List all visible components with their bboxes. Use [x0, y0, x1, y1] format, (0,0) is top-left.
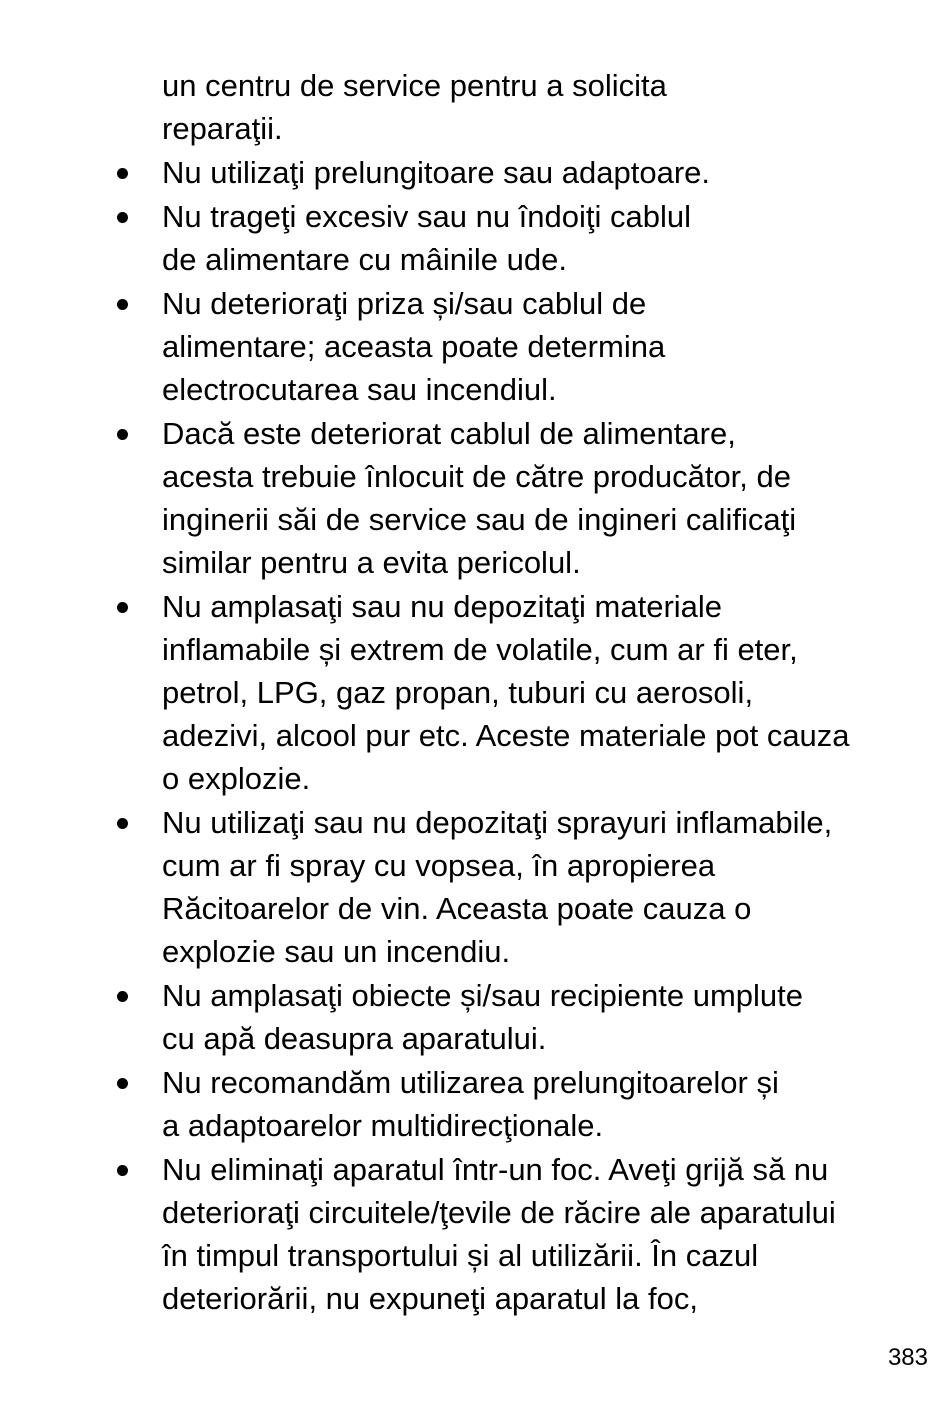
list-item [162, 801, 922, 973]
text-line: Nu utilizaţi prelungitoare sau adaptoare. [162, 155, 711, 190]
list-item [162, 412, 922, 584]
text-line: Nu eliminaţi aparatul într-un foc. Aveţi grijă să nu [162, 1152, 829, 1187]
text-line: Nu deterioraţi priza și/sau cablul de [162, 286, 647, 321]
text-line: alimentare; aceasta poate determina [162, 329, 666, 364]
text-line: de alimentare cu mâinile ude. [162, 242, 567, 277]
text-line: reparaţii. [162, 111, 283, 146]
text-line: electrocutarea sau incendiul. [162, 372, 557, 407]
bullet-icon [117, 602, 128, 613]
text-line: petrol, LPG, gaz propan, tuburi cu aerosoli, [162, 675, 754, 710]
text-line: deteriorării, nu expuneţi aparatul la foc, [162, 1281, 698, 1316]
text-line: Nu utilizaţi sau nu depozitaţi sprayuri inflamabile, [162, 805, 833, 840]
text-line: în timpul transportului și al utilizării. În cazul [162, 1238, 759, 1273]
safety-instructions [162, 64, 922, 1320]
text-line: adezivi, alcool pur etc. Aceste materiale pot cauza [162, 718, 850, 753]
text-line: deterioraţi circuitele/ţevile de răcire ale aparatului [162, 1195, 836, 1230]
list-item [162, 151, 922, 194]
text-line: inflamabile și extrem de volatile, cum ar fi eter, [162, 632, 798, 667]
list-item [162, 195, 922, 281]
list-item [162, 1148, 922, 1320]
text-line: Nu amplasaţi obiecte și/sau recipiente umplute [162, 978, 804, 1013]
text-line: cum ar fi spray cu vopsea, în apropierea [162, 848, 716, 883]
page-number: 383 [887, 1344, 928, 1371]
text-line: o explozie. [162, 761, 311, 796]
bullet-icon [117, 991, 128, 1002]
text-line: cu apă deasupra aparatului. [162, 1021, 547, 1056]
bullet-icon [117, 299, 128, 310]
text-line: similar pentru a evita pericolul. [162, 545, 581, 580]
bullet-icon [117, 1078, 128, 1089]
bullet-icon [117, 818, 128, 829]
text-line: Răcitoarelor de vin. Aceasta poate cauza o [162, 891, 752, 926]
text-line: a adaptoarelor multidirecţionale. [162, 1108, 604, 1143]
bullet-icon [117, 1165, 128, 1176]
list-item [162, 1061, 922, 1147]
bullet-icon [117, 212, 128, 223]
text-line: explozie sau un incendiu. [162, 934, 511, 969]
text-line: inginerii săi de service sau de ingineri calificaţi [162, 502, 797, 537]
text-line: Nu amplasaţi sau nu depozitaţi materiale [162, 589, 723, 624]
continued-paragraph [162, 64, 922, 150]
bullet-list [162, 151, 922, 1320]
text-line: Nu recomandăm utilizarea prelungitoarelor și [162, 1065, 779, 1100]
bullet-icon [117, 429, 128, 440]
text-line: un centru de service pentru a solicita [162, 68, 667, 103]
text-line: Nu trageţi excesiv sau nu îndoiţi cablul [162, 199, 692, 234]
text-line: acesta trebuie înlocuit de către producător, de [162, 459, 792, 494]
list-item [162, 585, 922, 800]
list-item [162, 282, 922, 411]
list-item [162, 974, 922, 1060]
bullet-icon [117, 168, 128, 179]
text-line: Dacă este deteriorat cablul de alimentare, [162, 416, 736, 451]
